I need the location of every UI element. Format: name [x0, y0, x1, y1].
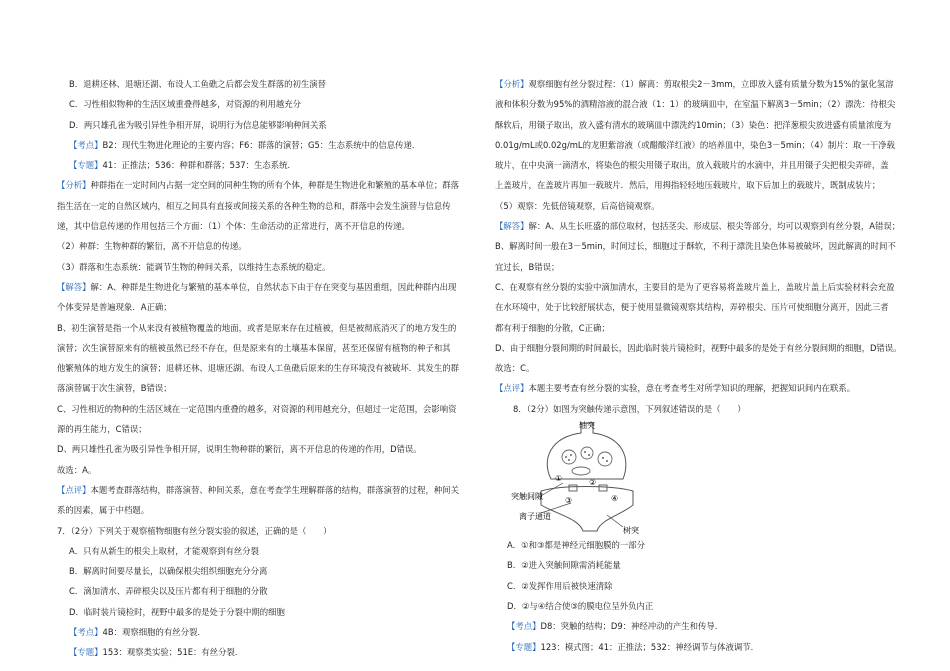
line-text: B．②进入突触间隙需消耗能量 — [507, 560, 621, 571]
text-line — [57, 297, 480, 317]
annotation-line — [495, 216, 920, 236]
line-text: 153：观察类实验；51E：有丝分裂． — [102, 647, 244, 658]
line-text: 故选：C。 — [495, 363, 535, 374]
vesicle — [598, 452, 612, 466]
line-text: 故选：A。 — [57, 464, 97, 475]
label-n3: ③ — [565, 496, 573, 506]
annotation-line — [495, 616, 920, 636]
section-tag: 【考点】 — [507, 621, 541, 632]
label-dendrite: 树突 — [623, 526, 639, 536]
annotation-line — [495, 378, 920, 398]
right-column-bottom — [495, 535, 920, 657]
question-stem — [495, 399, 920, 419]
line-text: B2：现代生物进化理论的主要内容；F6：群落的演替；G5：生态系统中的信息传递． — [102, 139, 421, 150]
line-text: 观察细胞有丝分裂过程：（1）解离：剪取根尖2－3mm，立即放入盛有质量分数为15%的氯化氢溶 — [528, 79, 894, 89]
label-channel: 离子通道 — [519, 512, 551, 522]
line-text: （3）群落和生态系统：能调节生物的种间关系，以维持生态系统的稳定。 — [57, 261, 331, 272]
receptor — [599, 485, 607, 491]
text-line — [495, 175, 920, 195]
section-tag: 【点评】 — [495, 383, 529, 394]
text-line — [495, 338, 920, 358]
vesicle — [562, 450, 576, 464]
text-line — [57, 419, 480, 439]
text-line — [495, 535, 920, 555]
line-text: 他繁殖体的地方发生的演替；退耕还林、退塘还湖、布设人工鱼礁后原来的生存环境没有被破坏．其发生的群 — [57, 363, 459, 374]
text-line — [57, 561, 480, 581]
text-line — [495, 318, 920, 338]
line-text: 在水环境中，处于比较舒展状态，便于使用显微镜观察其结构，弄碎根尖、压片可使细胞分离开，因此三者 — [495, 302, 889, 313]
line-text: C、习性相近的物种的生活区域在一定范围内重叠的越多，对资源的利用越充分，但超过一定范围，会影响资 — [57, 403, 457, 414]
text-line — [57, 318, 480, 338]
label-n2: ② — [589, 478, 597, 488]
annotation-line — [57, 480, 480, 500]
line-text: D、两只雄性孔雀为吸引异性争相开屏，说明生物种群的繁衍，离不开信息的传递的作用，D错误。 — [57, 444, 422, 455]
section-tag: 【分析】 — [495, 79, 529, 89]
section-tag: 【专题】 — [69, 160, 103, 171]
text-line — [57, 500, 480, 520]
text-line — [57, 216, 480, 236]
label-n1: ① — [555, 474, 563, 484]
text-line — [57, 338, 480, 358]
line-text: 系的因素，属于中档题。 — [57, 505, 150, 516]
line-text: 解：A、从生长旺盛的部位取材，包括茎尖、形成层、根尖等部分，均可以观察到有丝分裂，A错误； — [528, 221, 901, 232]
section-tag: 【解答】 — [495, 221, 529, 232]
line-text: B、解离时间一般在3－5min，时间过长，细胞过于酥软，不利于漂洗且染色体易被破坏，因此解离的时间不 — [495, 241, 896, 252]
line-text: （5）观察：先低倍镜观察，后高倍镜观察。 — [495, 200, 660, 211]
text-line — [495, 576, 920, 596]
text-line — [495, 277, 920, 297]
text-line — [57, 581, 480, 601]
section-tag: 【分析】 — [57, 180, 91, 191]
right-column — [495, 74, 920, 657]
label-axon: 轴突 — [579, 421, 595, 431]
line-text: 宜过长，B错误； — [495, 261, 560, 272]
pointer-line — [607, 515, 623, 527]
line-text: 玻片，在中央滴一滴清水，将染色的根尖用镊子取出，放入载玻片的水滴中，并且用镊子尖把根尖弄碎，盖 — [495, 160, 889, 171]
line-text: 指生活在一定的自然区域内，相互之间具有直接或间接关系的各种生物的总和，群落中会发生演替与信息传 — [57, 200, 451, 211]
line-text: 递，其中信息传递的作用包括三个方面：（1）个体：生命活动的正常进行，离不开信息的传递。 — [57, 221, 410, 232]
annotation-line — [57, 277, 480, 297]
line-text: 液和体积分数为95%的酒精溶液的混合液（1：1）的玻璃皿中，在室温下解离3－5min；（2）漂洗：待根尖 — [495, 99, 896, 110]
text-line — [495, 257, 920, 277]
presynaptic-terminal — [547, 423, 626, 479]
line-text: B．解离时间要尽量长，以确保根尖组织细胞充分分离 — [69, 566, 268, 577]
line-text: A．①和③都是神经元细胞膜的一部分 — [507, 540, 645, 551]
text-line — [495, 358, 920, 378]
text-line — [57, 399, 480, 419]
text-line — [57, 196, 480, 216]
text-line — [495, 555, 920, 575]
annotation-line — [57, 155, 480, 175]
annotation-line — [495, 74, 920, 94]
vesicle — [581, 447, 593, 459]
text-line — [495, 155, 920, 175]
line-text: 落演替属于次生演替，B错误； — [57, 383, 172, 394]
text-line — [57, 94, 480, 114]
line-text: 0.01g/mL或0.02g/mL的龙胆紫溶液（或醋酸洋红液）的培养皿中，染色3－5min；（4）制片：取一干净载 — [495, 139, 895, 150]
text-line — [495, 297, 920, 317]
label-cleft: 突触间隙 — [511, 492, 543, 502]
line-text: D．临时装片镜检时，视野中最多的是处于分裂中期的细胞 — [69, 606, 285, 617]
line-text: C．滴加清水、弄碎根尖以及压片都有利于细胞的分散 — [69, 586, 268, 597]
line-text: 7．（2分）下列关于观察植物细胞有丝分裂实验的叙述，正确的是（ ） — [57, 525, 332, 536]
line-text: D8：突触的结构；D9：神经冲动的产生和传导． — [540, 621, 724, 632]
mitochondrion — [572, 467, 590, 475]
line-text: 都有利于细胞的分散，C正确； — [495, 322, 610, 333]
line-text: （2）种群：生物种群的繁衍，离不开信息的传递。 — [57, 241, 247, 252]
text-line — [57, 460, 480, 480]
section-tag: 【点评】 — [57, 484, 91, 495]
text-line — [57, 74, 480, 94]
line-text: D．两只雄孔雀为吸引异性争相开屏，说明行为信息能够影响种间关系 — [69, 119, 327, 130]
text-line — [57, 257, 480, 277]
line-text: B、初生演替是指一个从来没有被植物覆盖的地面，或者是原来存在过植被，但是被彻底消灭了的地方发生的 — [57, 322, 457, 333]
line-text: 解：A、种群是生物进化与繁殖的基本单位，自然状态下由于存在突变与基因重组，因此种群内出现 — [90, 281, 457, 292]
text-line — [57, 378, 480, 398]
line-text: 个体变异是普遍现象．A正确； — [57, 302, 172, 313]
text-line — [57, 541, 480, 561]
line-text: 123：模式图；41：正推法；532：神经调节与体液调节． — [540, 641, 760, 652]
text-line — [495, 135, 920, 155]
line-text: C．习性相似物种的生活区域重叠得越多，对资源的利用越充分 — [69, 99, 301, 110]
line-text: 本题考查群落结构，群落演替、种间关系，意在考查学生理解群落的结构，群落演替的过程，种间关 — [90, 484, 459, 495]
text-line — [495, 596, 920, 616]
annotation-line — [57, 175, 480, 195]
text-line — [495, 115, 920, 135]
text-line — [57, 358, 480, 378]
line-text: 源的再生能力，C错误； — [57, 424, 147, 435]
annotation-line — [57, 642, 480, 662]
line-text: C．②发挥作用后被快速清除 — [507, 580, 613, 591]
annotation-line — [57, 135, 480, 155]
line-text: C、在观察有丝分裂的实验中滴加清水，主要目的是为了更容易将盖玻片盖上，盖玻片盖上后实验材料会充盈 — [495, 281, 895, 292]
line-text: 种群指在一定时间内占据一定空间的同种生物的所有个体，种群是生物进化和繁殖的基本单位；群落 — [90, 180, 459, 191]
left-column — [57, 74, 480, 663]
line-text: 4B：观察细胞的有丝分裂． — [102, 627, 206, 638]
line-text: 8．（2分）如图为突触传递示意图，下列叙述错误的是（ ） — [513, 403, 746, 414]
line-text: A．只有从新生的根尖上取材，才能观察到有丝分裂 — [69, 545, 259, 556]
question-stem — [57, 521, 480, 541]
line-text: D、由于细胞分裂间期的时间最长，因此临时装片镜检时，视野中最多的是处于有丝分裂间期的细胞，D错误。 — [495, 342, 902, 353]
text-line — [57, 439, 480, 459]
section-tag: 【专题】 — [69, 647, 103, 658]
section-tag: 【解答】 — [57, 281, 91, 292]
annotation-line — [57, 622, 480, 642]
text-line — [57, 236, 480, 256]
synapse-diagram-svg — [511, 419, 681, 535]
section-tag: 【考点】 — [69, 139, 103, 150]
text-line — [495, 196, 920, 216]
right-column-top — [495, 74, 920, 419]
section-tag: 【专题】 — [507, 641, 541, 652]
line-text: 酥软后，用镊子取出，放入盛有清水的玻璃皿中漂洗约10min；（3）染色：把洋葱根尖放进盛有质量浓度为 — [495, 119, 892, 130]
line-text: B．退耕还林、退塘还湖、布设人工鱼礁之后都会发生群落的初生演替 — [69, 79, 326, 89]
line-text: D．②与④结合使③的膜电位呈外负内正 — [507, 600, 654, 611]
synapse-diagram — [511, 419, 920, 535]
annotation-line — [495, 637, 920, 657]
text-line — [57, 115, 480, 135]
line-text: 演替；次生演替原来有的植被虽然已经不存在，但是原来有的土壤基本保留，甚至还保留有植物的种子和其 — [57, 342, 451, 353]
label-n4: ④ — [611, 494, 619, 504]
line-text: 本题主要考查有丝分裂的实验，意在考查考生对所学知识的理解，把握知识间内在联系。 — [528, 383, 856, 394]
receptor — [569, 485, 577, 491]
text-line — [495, 94, 920, 114]
text-line — [495, 236, 920, 256]
section-tag: 【考点】 — [69, 627, 103, 638]
line-text: 41：正推法；536：种群和群落；537：生态系统． — [102, 160, 296, 171]
text-line — [57, 602, 480, 622]
line-text: 上盖玻片，在盖玻片再加一载玻片．然后，用拇指轻轻地压载玻片，取下后加上的载玻片，既制成装片； — [495, 180, 881, 191]
